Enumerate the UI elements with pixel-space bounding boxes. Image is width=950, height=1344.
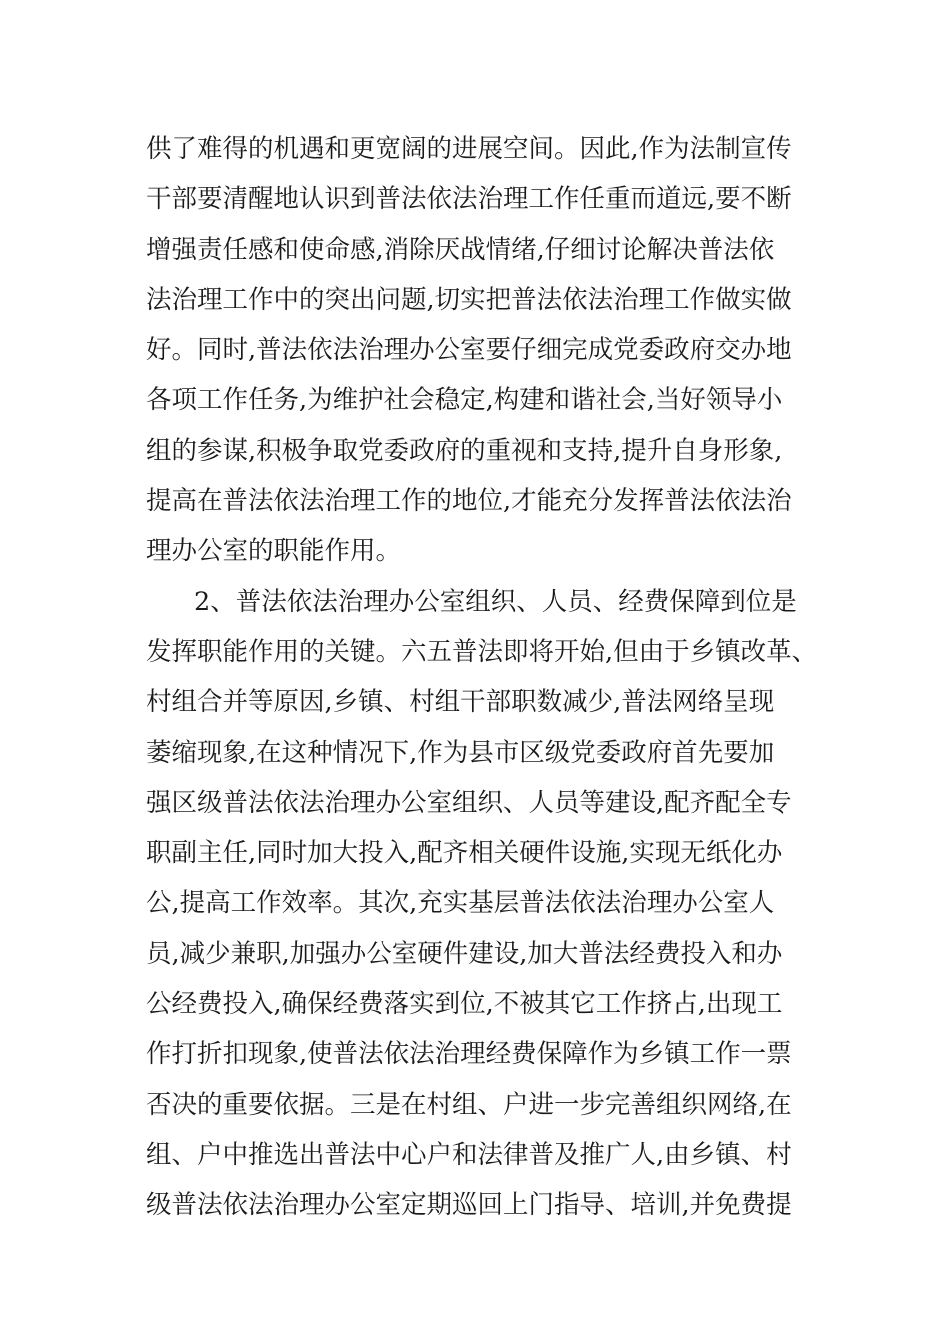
text-line: 员,减少兼职,加强办公室硬件建设,加大普法经费投入和办 xyxy=(146,938,783,969)
document-body xyxy=(146,124,818,1231)
text-line: 强区级普法依法治理办公室组织、人员等建设,配齐配全专 xyxy=(146,787,792,818)
text-line: 好。同时,普法依法治理办公室要仔细完成党委政府交办地 xyxy=(146,335,792,366)
text-line: 增强责任感和使命感,消除厌战情绪,仔细讨论解决普法依 xyxy=(146,234,775,265)
text-line: 提高在普法依法治理工作的地位,才能充分发挥普法依法治 xyxy=(146,486,792,517)
text-line: 干部要清醒地认识到普法依法治理工作任重而道远,要不断 xyxy=(146,184,792,215)
text-line: 组的参谋,积极争取党委政府的重视和支持,提升自身形象, xyxy=(146,435,783,466)
text-line: 村组合并等原因,乡镇、村组干部职数减少,普法网络呈现 xyxy=(146,687,775,718)
text-line: 法治理工作中的突出问题,切实把普法依法治理工作做实做 xyxy=(146,284,792,315)
text-line: 公经费投入,确保经费落实到位,不被其它工作挤占,出现工 xyxy=(146,989,783,1020)
paragraph-start-line: 2、普法依法治理办公室组织、人员、经费保障到位是 xyxy=(194,586,797,617)
text-line: 理办公室的职能作用。 xyxy=(146,536,402,567)
text-line: 发挥职能作用的关键。六五普法即将开始,但由于乡镇改革、 xyxy=(146,636,818,667)
text-line: 供了难得的机遇和更宽阔的进展空间。因此,作为法制宣传 xyxy=(146,134,792,164)
text-line: 各项工作任务,为维护社会稳定,构建和谐社会,当好领导小 xyxy=(146,385,783,416)
text-line: 萎缩现象,在这种情况下,作为县市区级党委政府首先要加 xyxy=(146,737,775,768)
text-line: 组、户中推选出普法中心户和法律普及推广人,由乡镇、村 xyxy=(146,1139,792,1170)
text-line: 否决的重要依据。三是在村组、户进一步完善组织网络,在 xyxy=(146,1089,792,1120)
text-line: 级普法依法治理办公室定期巡回上门指导、培训,并免费提 xyxy=(146,1190,792,1221)
text-line: 公,提高工作效率。其次,充实基层普法依法治理办公室人 xyxy=(146,888,775,919)
text-line: 作打折扣现象,使普法依法治理经费保障作为乡镇工作一票 xyxy=(146,1039,792,1070)
text-line: 职副主任,同时加大投入,配齐相关硬件设施,实现无纸化办 xyxy=(146,838,783,869)
